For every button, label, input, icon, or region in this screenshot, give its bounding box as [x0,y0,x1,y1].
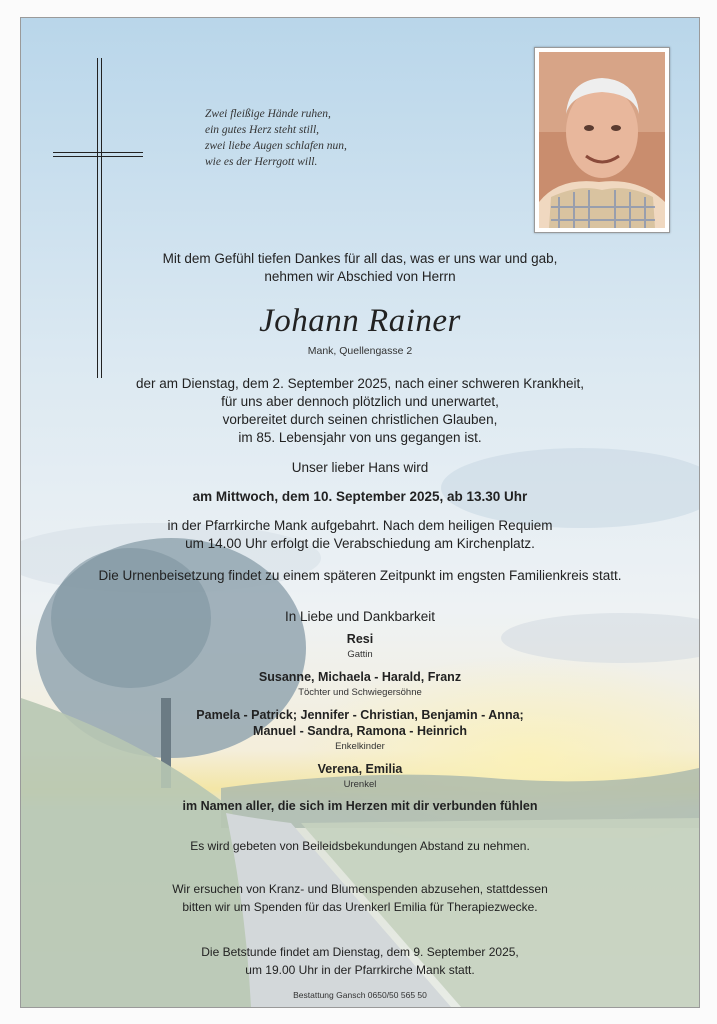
donation-line: bitten wir um Spenden für das Urenkerl Emilia für Therapiezwecke. [182,900,538,914]
poem-line: zwei liebe Augen schlafen nun, [205,140,347,152]
poem-line: Zwei fleißige Hände ruhen, [205,108,331,120]
mourner-role: Enkelkinder [335,741,385,752]
closing-line: im Namen aller, die sich im Herzen mit dir verbunden fühlen [182,799,538,813]
prayer-line: um 19.00 Uhr in der Pfarrkirche Mank statt. [245,963,475,977]
deceased-name: Johann Rainer [259,303,461,339]
death-text-line: für uns aber dennoch plötzlich und unerwartet, [221,394,499,409]
cross-horizontal-line [53,156,143,157]
obituary-card [20,17,700,1008]
footer-undertaker: Bestattung Gansch 0650/50 565 50 [293,990,427,1000]
mourner-role: Urenkel [343,779,377,790]
intro-line: nehmen wir Abschied von Herrn [264,269,456,284]
mourner-names: Manuel - Sandra, Ramona - Heinrich [253,724,467,738]
mourner-names: Verena, Emilia [317,762,403,776]
death-text-line: im 85. Lebensjahr von uns gegangen ist. [238,430,482,445]
poem-line: ein gutes Herz steht still, [205,124,320,136]
mourner-role: Gattin [347,649,373,660]
nickname-line: Unser lieber Hans wird [291,460,429,475]
deceased-address: Mank, Quellengasse 2 [307,345,413,357]
mourner-names: Resi [346,632,374,646]
mourner-role: Töchter und Schwiegersöhne [298,687,422,698]
ceremony-line: in der Pfarrkirche Mank aufgebahrt. Nach dem heiligen Requiem [167,518,553,533]
mourner-names: Susanne, Michaela - Harald, Franz [258,670,462,684]
love-line: In Liebe und Dankbarkeit [284,609,436,624]
portrait-photo [534,47,670,233]
mourner-names: Pamela - Patrick; Jennifer - Christian, Benjamin - Anna; [196,708,524,722]
condolence-line: Es wird gebeten von Beileidsbekundungen Abstand zu nehmen. [190,839,530,853]
urn-line: Die Urnenbeisetzung findet zu einem späteren Zeitpunkt im engsten Familienkreis statt. [98,568,622,583]
ceremony-line: um 14.00 Uhr erfolgt die Verabschiedung am Kirchenplatz. [185,536,535,551]
date-line: am Mittwoch, dem 10. September 2025, ab 13.30 Uhr [192,489,528,504]
poem-line: wie es der Herrgott will. [205,156,318,168]
poem [205,106,505,170]
death-text-line: der am Dienstag, dem 2. September 2025, nach einer schweren Krankheit, [136,376,584,391]
cross-horizontal-line [53,152,143,153]
intro-line: Mit dem Gefühl tiefen Dankes für all das, was er uns war und gab, [162,251,558,266]
donation-line: Wir ersuchen von Kranz- und Blumenspenden abzusehen, stattdessen [172,882,548,896]
death-text-line: vorbereitet durch seinen christlichen Glauben, [222,412,498,427]
prayer-line: Die Betstunde findet am Dienstag, dem 9. September 2025, [201,945,519,959]
